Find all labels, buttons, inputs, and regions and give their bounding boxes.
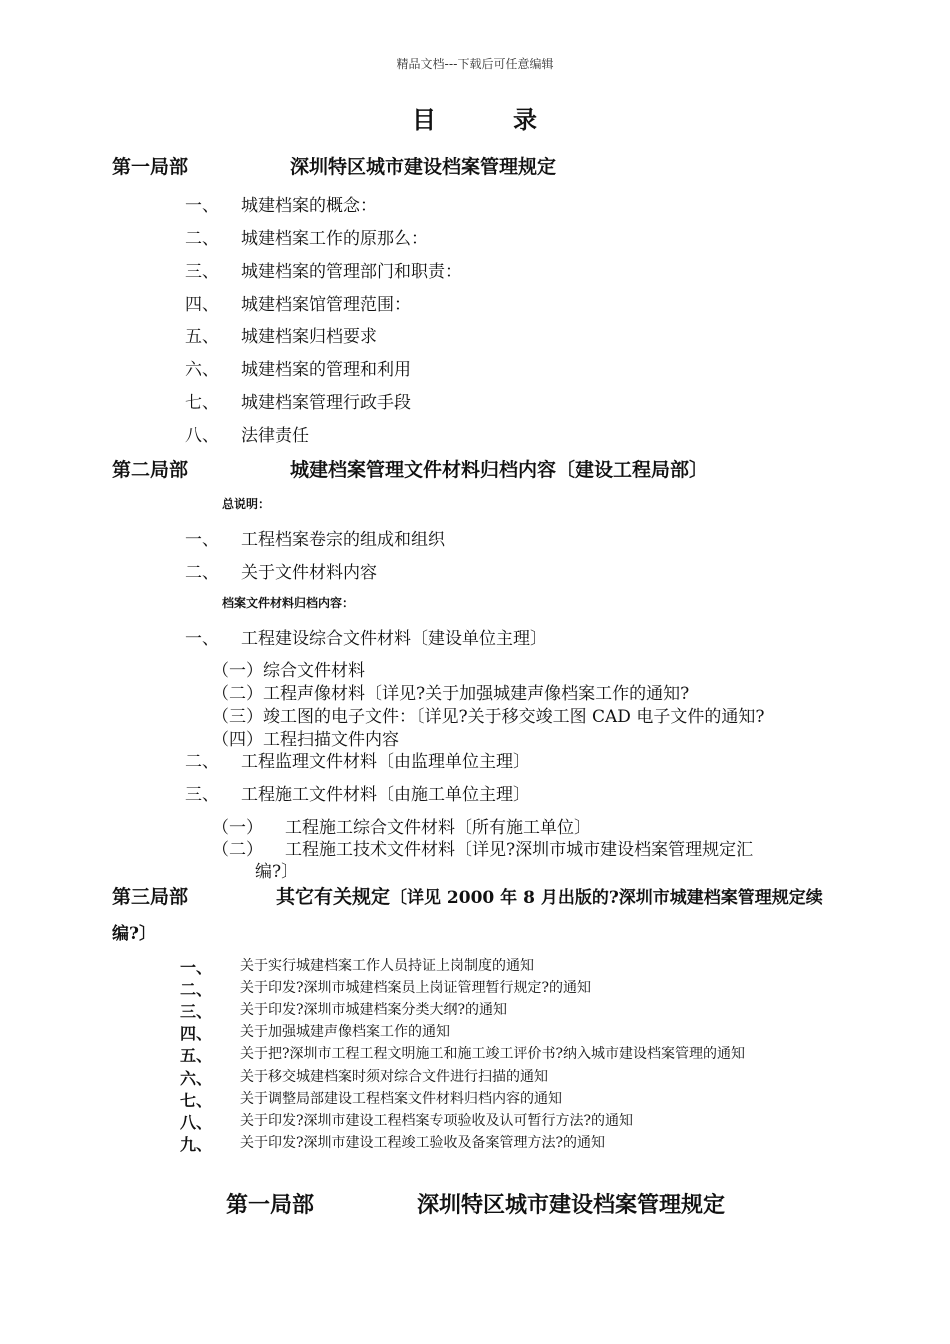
part2-heading xyxy=(112,455,832,485)
part1-item xyxy=(185,355,785,379)
item-text: 关于移交城建档案时须对综合文件进行扫描的通知 xyxy=(240,1069,548,1085)
sub-item xyxy=(212,813,832,837)
item-text: 关于印发?深圳市城建档案分类大纲?的通知 xyxy=(240,1002,508,1018)
part3-heading xyxy=(112,882,902,912)
item-number: 三、 xyxy=(185,785,219,805)
part2-item xyxy=(185,780,785,804)
sub-item: （一）综合文件材料 xyxy=(212,661,365,681)
sub-item-number: （一） xyxy=(212,818,263,838)
item-number: 三、 xyxy=(185,262,219,282)
toc-title-char-2: 录 xyxy=(513,106,538,134)
item-text: 工程监理文件材料〔由监理单位主理〕 xyxy=(241,752,530,772)
part1-heading xyxy=(112,152,812,182)
item-text: 关于调整局部建设工程档案文件材料归档内容的通知 xyxy=(240,1091,562,1107)
part3-item xyxy=(180,1066,880,1086)
item-text: 城建档案的管理和利用 xyxy=(241,360,411,380)
item-text: 城建档案的管理部门和职责： xyxy=(241,262,462,282)
part3-item xyxy=(180,1043,900,1063)
item-number: 六、 xyxy=(180,1069,213,1088)
item-number: 四、 xyxy=(185,295,219,315)
part1-item xyxy=(185,322,785,346)
sub-item-number: （二） xyxy=(212,840,263,860)
part3-item xyxy=(180,999,880,1019)
item-text: 关于实行城建档案工作人员持证上岗制度的通知 xyxy=(240,958,534,974)
item-text: 关于加强城建声像档案工作的通知 xyxy=(240,1024,450,1040)
item-text: 工程建设综合文件材料〔建设单位主理〕 xyxy=(241,629,547,649)
item-number: 一、 xyxy=(180,958,213,977)
part3-item xyxy=(180,1088,880,1108)
item-text: 关于文件材料内容 xyxy=(241,563,377,583)
item-text: 工程档案卷宗的组成和组织 xyxy=(241,530,445,550)
item-number: 八、 xyxy=(185,426,219,446)
general-note-label: 总说明： xyxy=(222,497,271,511)
item-number: 一、 xyxy=(185,530,219,550)
item-text: 法律责任 xyxy=(241,426,309,446)
part3-title xyxy=(276,882,823,909)
item-number: 二、 xyxy=(185,752,219,772)
part3-label: 第三局部 xyxy=(112,886,189,908)
section-heading-label: 第一局部 xyxy=(226,1193,315,1218)
section-heading-title: 深圳特区城市建设档案管理规定 xyxy=(417,1193,726,1218)
part3-item xyxy=(180,1110,880,1130)
item-number: 一、 xyxy=(185,196,219,216)
item-text: 城建档案馆管理范围： xyxy=(241,295,411,315)
item-number: 八、 xyxy=(180,1113,213,1132)
item-number: 五、 xyxy=(185,327,219,347)
part1-item xyxy=(185,388,785,412)
part1-title: 深圳特区城市建设档案管理规定 xyxy=(290,156,557,178)
part3-item xyxy=(180,977,880,997)
sub-item: （二）工程声像材料〔详见?关于加强城建声像档案工作的通知? xyxy=(212,684,690,704)
item-number: 三、 xyxy=(180,1002,213,1021)
part2-item xyxy=(185,747,785,771)
item-text: 关于印发?深圳市建设工程档案专项验收及认可暂行方法?的通知 xyxy=(240,1113,634,1129)
toc-title-char-1: 目 xyxy=(412,106,437,134)
item-number: 七、 xyxy=(180,1091,213,1110)
item-text: 城建档案归档要求 xyxy=(241,327,377,347)
sub-item-text: 工程施工技术文件材料〔详见?深圳市城市建设档案管理规定汇 xyxy=(285,840,754,860)
item-number: 二、 xyxy=(180,980,213,999)
part3-title-detail: 〔详见 2000 年 8 月出版的?深圳市城建档案管理规定续 xyxy=(390,888,823,908)
section-heading xyxy=(226,1188,826,1222)
page-header: 精品文档---下载后可任意编辑 xyxy=(396,57,554,71)
item-text: 城建档案管理行政手段 xyxy=(241,393,411,413)
item-number: 五、 xyxy=(180,1046,213,1065)
item-number: 二、 xyxy=(185,229,219,249)
item-number: 六、 xyxy=(185,360,219,380)
item-text: 关于印发?深圳市建设工程竣工验收及备案管理方法?的通知 xyxy=(240,1135,606,1151)
item-number: 一、 xyxy=(185,629,219,649)
sub-item: （四）工程扫描文件内容 xyxy=(212,730,399,750)
part2-title: 城建档案管理文件材料归档内容〔建设工程局部〕 xyxy=(290,459,709,481)
part3-item xyxy=(180,1132,880,1152)
part1-label: 第一局部 xyxy=(112,156,189,178)
part2-item xyxy=(185,525,785,549)
part1-item xyxy=(185,290,785,314)
part3-title-continuation: 编?〕 xyxy=(112,924,156,944)
item-text: 关于印发?深圳市城建档案员上岗证管理暂行规定?的通知 xyxy=(240,980,592,996)
item-number: 二、 xyxy=(185,563,219,583)
sub-item: （三）竣工图的电子文件：〔详见?关于移交竣工图 CAD 电子文件的通知? xyxy=(212,707,765,727)
part2-item xyxy=(185,558,785,582)
sub-item-text: 工程施工综合文件材料〔所有施工单位〕 xyxy=(285,818,591,838)
item-number: 七、 xyxy=(185,393,219,413)
part3-item xyxy=(180,955,880,975)
item-text: 城建档案工作的原那么： xyxy=(241,229,428,249)
part1-item xyxy=(185,224,785,248)
sub-item xyxy=(212,835,832,859)
item-text: 关于把?深圳市工程工程文明施工和施工竣工评价书?纳入城市建设档案管理的通知 xyxy=(240,1046,746,1062)
item-text: 城建档案的概念： xyxy=(241,196,377,216)
item-text: 工程施工文件材料〔由施工单位主理〕 xyxy=(241,785,530,805)
part2-label: 第二局部 xyxy=(112,459,189,481)
part1-item xyxy=(185,191,785,215)
part1-item xyxy=(185,257,785,281)
part3-title-main: 其它有关规定 xyxy=(276,886,391,908)
item-number: 四、 xyxy=(180,1024,213,1043)
item-number: 九、 xyxy=(180,1135,213,1154)
sub-item-continuation: 编?〕 xyxy=(255,862,299,882)
archive-content-label: 档案文件材料归档内容： xyxy=(222,596,355,610)
part2-item xyxy=(185,624,785,648)
part1-item xyxy=(185,421,785,445)
toc-title xyxy=(0,100,950,135)
part3-item xyxy=(180,1021,880,1041)
